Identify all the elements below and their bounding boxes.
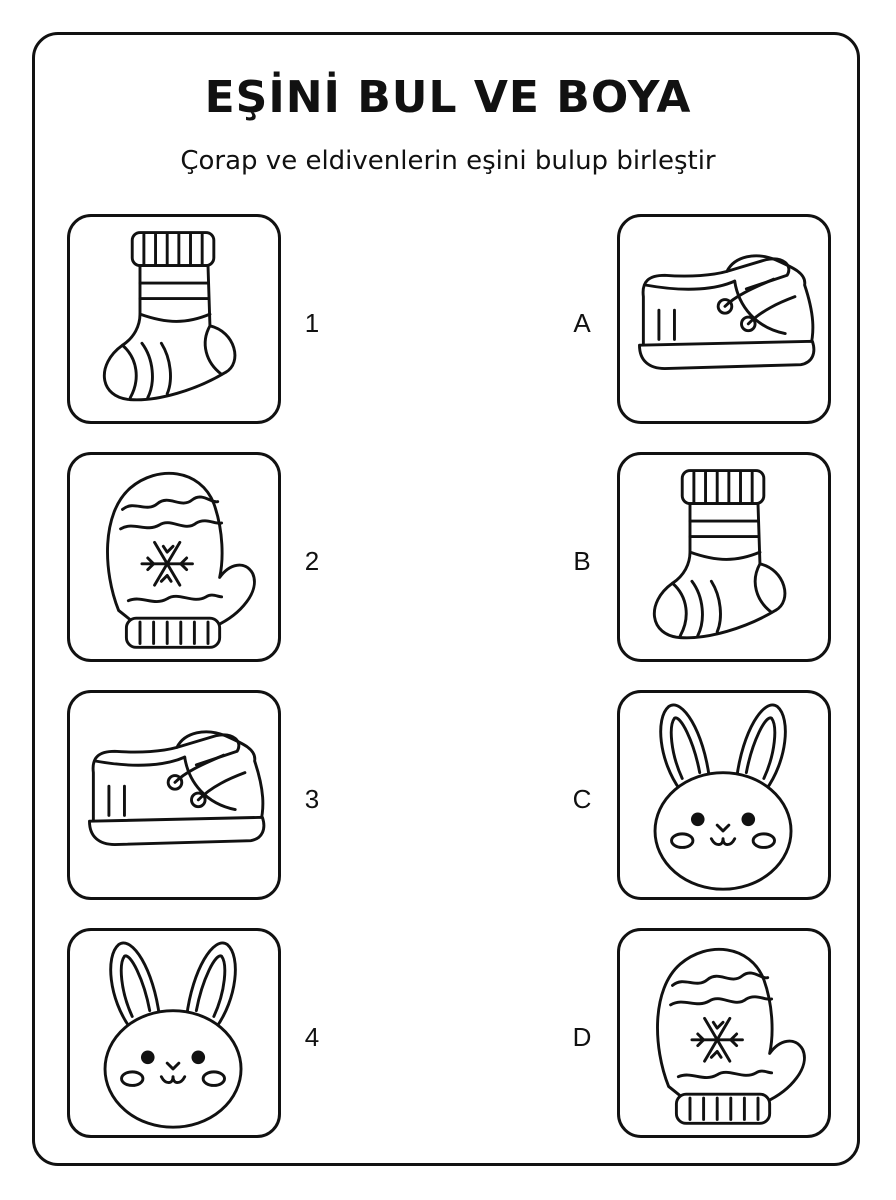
card-c[interactable]	[617, 690, 831, 900]
card-3[interactable]	[67, 690, 281, 900]
sock-icon	[620, 455, 828, 659]
card-2[interactable]	[67, 452, 281, 662]
sock-icon	[70, 217, 278, 421]
sneaker-icon	[70, 693, 278, 897]
card-label-1: 1	[304, 308, 320, 338]
mitten-icon	[70, 455, 278, 659]
bunny-icon	[620, 693, 828, 897]
card-a[interactable]	[617, 214, 831, 424]
card-b[interactable]	[617, 452, 831, 662]
card-label-3: 3	[304, 784, 320, 814]
worksheet-instructions: Çorap ve eldivenlerin eşini bulup birleştir	[180, 146, 716, 176]
card-label-4: 4	[304, 1022, 320, 1052]
card-label-d: D	[572, 1022, 592, 1052]
card-label-2: 2	[304, 546, 320, 576]
card-d[interactable]	[617, 928, 831, 1138]
card-label-c: C	[572, 784, 592, 814]
card-label-b: B	[573, 546, 591, 576]
sneaker-icon	[620, 217, 828, 421]
card-label-a: A	[573, 308, 591, 338]
mitten-icon	[620, 931, 828, 1135]
bunny-icon	[70, 931, 278, 1135]
card-1[interactable]	[67, 214, 281, 424]
card-4[interactable]	[67, 928, 281, 1138]
worksheet-title: EŞİNİ BUL VE BOYA	[204, 72, 692, 123]
